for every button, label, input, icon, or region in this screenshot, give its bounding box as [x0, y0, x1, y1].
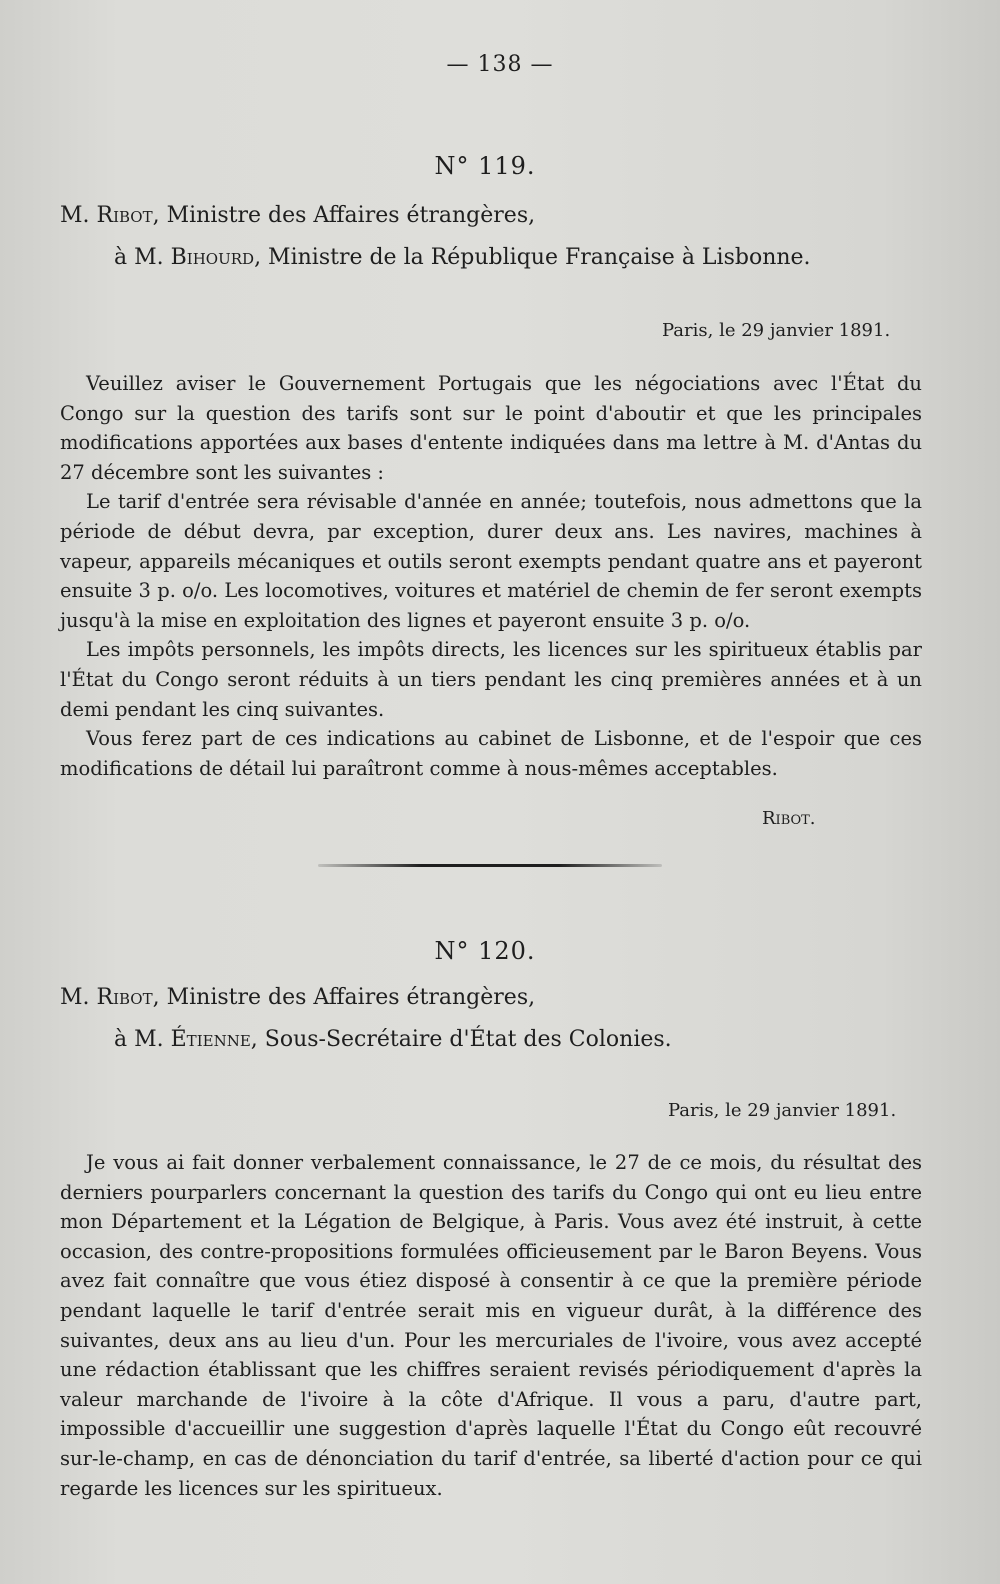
letter-body-119 — [60, 369, 922, 783]
date-line-120: Paris, le 29 janvier 1891. — [668, 1100, 897, 1121]
recipient-title: , Ministre de la République Française à Lisbonne. — [254, 245, 811, 270]
page-number: — 138 — — [446, 52, 554, 77]
paragraph: Vous ferez part de ces indications au cabinet de Lisbonne, et de l'espoir que ces modifications de détail lui paraîtront comme à nous-mêmes acceptables. — [60, 727, 922, 780]
signature-119: Ribot. — [762, 808, 816, 829]
recipient-title: , Sous-Secrétaire d'État des Colonies. — [250, 1027, 672, 1052]
sender-line-120 — [60, 985, 535, 1010]
recipient-name: Étienne — [170, 1027, 251, 1052]
recipient-prefix: à M. — [114, 1027, 171, 1052]
recipient-name: Bihourd — [170, 245, 255, 270]
sender-title: , Ministre des Affaires étrangères, — [152, 203, 536, 228]
recipient-line-120 — [114, 1027, 672, 1052]
paragraph: Les impôts personnels, les impôts directs, les licences sur les spiritueux établis par l'État du Congo seront réduits à un tiers pendant les cinq premières années et à un demi pendant les cinq suivantes. — [60, 638, 922, 721]
recipient-prefix: à M. — [114, 245, 171, 270]
document-number-119: N° 119. — [434, 152, 536, 180]
date-line-119: Paris, le 29 janvier 1891. — [662, 320, 891, 341]
letter-body-120 — [60, 1148, 922, 1503]
sender-prefix: M. — [60, 203, 97, 228]
sender-name: Ribot — [96, 985, 153, 1010]
sender-name: Ribot — [96, 203, 153, 228]
sender-title: , Ministre des Affaires étrangères, — [152, 985, 536, 1010]
paragraph: Veuillez aviser le Gouvernement Portugais que les négociations avec l'État du Congo sur la question des tarifs sont sur le point d'aboutir et que les principales modifications apportées aux bases d'entente indiquées dans ma lettre à M. d'Antas du 27 décembre sont les suivantes : — [60, 372, 922, 484]
section-divider — [318, 864, 662, 867]
sender-line-119 — [60, 203, 535, 228]
paragraph: Je vous ai fait donner verbalement connaissance, le 27 de ce mois, du résultat des derniers pourparlers concernant la question des tarifs du Congo qui ont eu lieu entre mon Département et la Légation de Belgique, à Paris. Vous avez été instruit, à cette occasion, des contre-propositions formulées officieusement par le Baron Beyens. Vous avez fait connaître que vous étiez disposé à consentir à ce que la première période pendant laquelle le tarif d'entrée serait mis en vigueur durât, à la différence des suivantes, deux ans au lieu d'un. Pour les mercuriales de l'ivoire, vous avez accepté une rédaction établissant que les chiffres seraient revisés périodiquement d'après la valeur marchande de l'ivoire à la côte d'Afrique. Il vous a paru, d'autre part, impossible d'accueillir une suggestion d'après laquelle l'État du Congo eût recouvré sur-le-champ, en cas de dénonciation du tarif d'entrée, sa liberté d'action pour ce qui regarde les licences sur les spiritueux. — [60, 1151, 922, 1500]
document-number-120: N° 120. — [434, 937, 536, 965]
sender-prefix: M. — [60, 985, 97, 1010]
recipient-line-119 — [114, 245, 811, 270]
paragraph: Le tarif d'entrée sera révisable d'année en année; toutefois, nous admettons que la période de début devra, par exception, durer deux ans. Les navires, machines à vapeur, appareils mécaniques et outils seront exempts pendant quatre ans et payeront ensuite 3 p. o/o. Les locomotives, voitures et matériel de chemin de fer seront exempts jusqu'à la mise en exploitation des lignes et payeront ensuite 3 p. o/o. — [60, 490, 922, 632]
